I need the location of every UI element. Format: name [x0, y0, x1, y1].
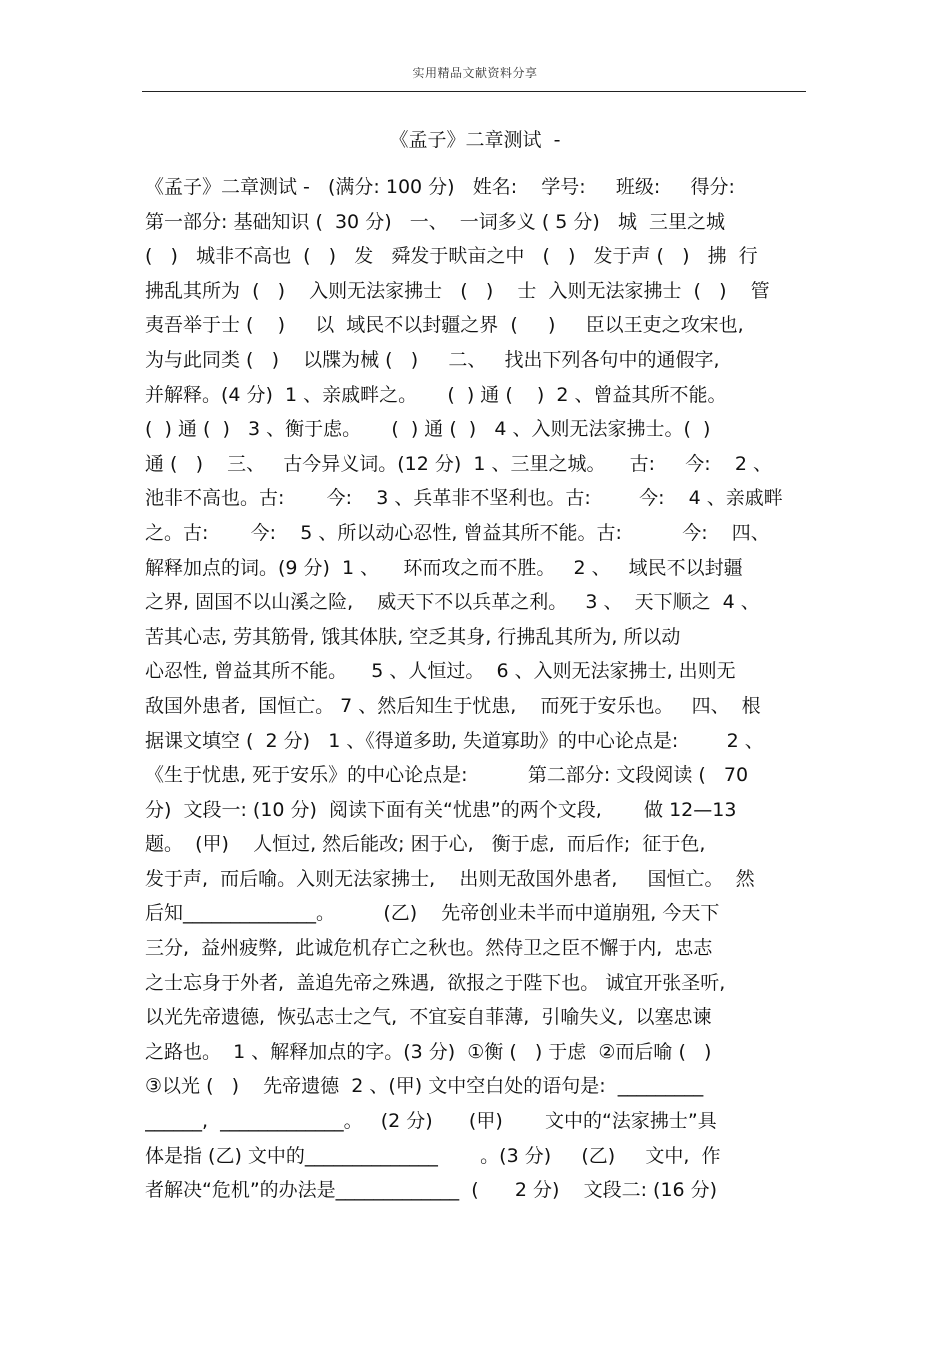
body-text-line: 三分, 益州疲弊, 此诚危机存亡之秋也。然侍卫之臣不懈于内, 忠志 [145, 937, 713, 960]
body-text-line: 后知______________。 (乙) 先帝创业未半而中道崩殂, 今天下 [145, 902, 720, 925]
body-text-line: 敌国外患者, 国恒亡。 7 、然后知生于忧患, 而死于安乐也。 四、 根 [145, 694, 761, 717]
body-text-line: ( ) 通 ( ) 3 、衡于虑。 ( ) 通 ( ) 4 、入则无法家拂士。( ) [145, 418, 711, 441]
document-title: 《孟子》二章测试 - [389, 129, 561, 151]
body-text-line: 分) 文段一: (10 分) 阅读下面有关“忧患”的两个文段, 做 12—13 [145, 798, 737, 821]
body-text-line: 《孟子》二章测试 - (满分: 100 分) 姓名: 学号: 班级: 得分: [145, 176, 735, 198]
body-text-line: ( ) 城非不高也 ( ) 发 舜发于畎亩之中 ( ) 发于声 ( ) 拂 行 [145, 245, 758, 268]
body-text-line: ③以光 ( ) 先帝遗德 2 、(甲) 文中空白处的语句是: _________ [145, 1075, 704, 1098]
body-text-line: 并解释。(4 分) 1 、亲戚畔之。 ( ) 通 ( ) 2 、曾益其所不能。 [145, 383, 727, 406]
body-text-line: 之士忘身于外者, 盖追先帝之殊遇, 欲报之于陛下也。 诚宜开张圣听, [145, 971, 726, 994]
body-text-line: 池非不高也。古: 今: 3 、兵革非不坚利也。古: 今: 4 、亲戚畔 [145, 487, 783, 510]
body-text-line: 发于声, 而后喻。入则无法家拂士, 出则无敌国外患者, 国恒亡。 然 [145, 867, 755, 890]
running-header: 实用精品文献资料分享 [412, 66, 538, 80]
body-text-line: ______, _____________。 (2 分) (甲) 文中的“法家拂士”具 [145, 1110, 717, 1133]
body-text-line: 之界, 固国不以山溪之险, 威天下不以兵革之利。 3 、 天下顺之 4 、 [145, 591, 760, 614]
body-text-line: 苦其心志, 劳其筋骨, 饿其体肤, 空乏其身, 行拂乱其所为, 所以动 [145, 625, 681, 648]
body-text-line: 《生于忧患, 死于安乐》的中心论点是: 第二部分: 文段阅读 ( 70 [145, 764, 749, 787]
body-text-line: 解释加点的词。(9 分) 1 、 环而攻之而不胜。 2 、 域民不以封疆 [145, 556, 743, 579]
body-text-line: 以光先帝遗德, 恢弘志士之气, 不宜妄自菲薄, 引喻失义, 以塞忠谏 [145, 1006, 712, 1029]
body-text-line: 题。 (甲) 人恒过, 然后能改; 困于心, 衡于虑, 而后作; 征于色, [145, 833, 706, 856]
body-text-line: 夷吾举于士 ( ) 以 域民不以封疆之界 ( ) 臣以王吏之攻宋也, [145, 314, 744, 337]
header-divider [142, 91, 806, 92]
body-text-line: 体是指 (乙) 文中的______________ 。(3 分) (乙) 文中, 作 [145, 1144, 721, 1167]
body-text-line: 之。古: 今: 5 、所以动心忍性, 曾益其所不能。古: 今: 四、 [145, 521, 770, 544]
body-text-line: 之路也。 1 、解释加点的字。(3 分) ①衡 ( ) 于虑 ②而后喻 ( ) [145, 1040, 712, 1063]
body-text-line: 第一部分: 基础知识 ( 30 分) 一、 一词多义 ( 5 分) 城 三里之城 [145, 210, 726, 233]
body-text-line: 据课文填空 ( 2 分) 1 、《得道多助, 失道寡助》的中心论点是: 2 、 [145, 729, 764, 752]
body-text-line: 为与此同类 ( ) 以牒为械 ( ) 二、 找出下列各句中的通假字, [145, 348, 720, 371]
body-text-line: 者解决“危机”的办法是_____________ ( 2 分) 文段二: (16 分) [145, 1179, 718, 1202]
body-text-line: 心忍性, 曾益其所不能。 5 、人恒过。 6 、入则无法家拂士, 出则无 [145, 660, 736, 683]
body-text-line: 通 ( ) 三、 古今异义词。(12 分) 1 、三里之城。 古: 今: 2 、 [145, 452, 772, 475]
document-body [145, 170, 815, 1208]
body-text-line: 拂乱其所为 ( ) 入则无法家拂士 ( ) 士 入则无法家拂士 ( ) 管 [145, 279, 770, 302]
